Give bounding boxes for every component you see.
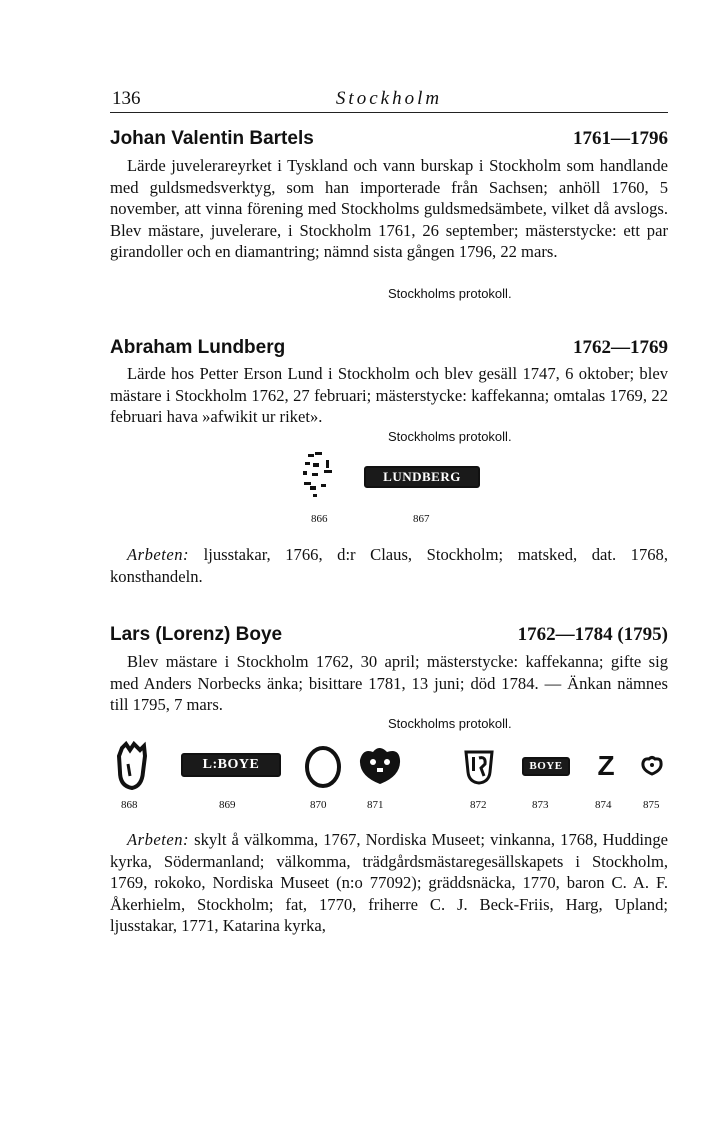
hallmark-875-image — [641, 756, 663, 776]
hallmark-872-image — [462, 748, 496, 786]
source-citation: Stockholms protokoll. — [388, 429, 512, 444]
hallmark-874-letter: Z — [597, 750, 615, 781]
works-label: Arbeten: — [127, 830, 190, 849]
mark-number: 867 — [413, 513, 430, 525]
mark-number: 868 — [121, 799, 138, 811]
entry-years: 1762—1784 (1795) — [517, 624, 668, 645]
mark-number: 875 — [643, 799, 660, 811]
source-citation: Stockholms protokoll. — [388, 286, 512, 301]
entry-name: Lars (Lorenz) Boye — [110, 624, 283, 645]
page-title: Stockholm — [335, 88, 443, 109]
entry-heading-bartels — [110, 128, 668, 154]
works-text: ljusstakar, 1766, d:r Claus, Stockholm; matsked, dat. 1768, konsthandeln. — [110, 545, 668, 586]
hallmark-866-image — [300, 452, 346, 500]
mark-number: 873 — [532, 799, 549, 811]
works-boye — [110, 829, 668, 937]
mark-number: 871 — [367, 799, 384, 811]
hallmark-873-stamp: BOYE — [522, 757, 570, 776]
works-label: Arbeten: — [127, 545, 190, 564]
entry-heading-boye — [110, 624, 668, 650]
entry-text-boye: Blev mästare i Stockholm 1762, 30 april; mästerstycke: kaffekanna; gifte sig med Anders Norbecks änka; bisittare 1781, 13 juni; död 1784. — Änkan nämnes till 1795, 7 mars. — [110, 652, 668, 714]
source-citation: Stockholms protokoll. — [388, 716, 512, 731]
works-text: skylt å välkomma, 1767, Nordiska Museet; vinkanna, 1768, Huddinge kyrka, Södermanland; välkomma, trädgårdsmästaregesällskapets i Stockholm, 1769, rokoko, Nordiska Museet (n:o 77092); gräddsnäcka, 1770, baron C. A. F. Åkerhielm, Stockholm; fat, 1770, friherre C. J. Beck-Friis, Harg, Upland; ljusstakar, 1771, Katarina kyrka, — [110, 830, 669, 935]
entry-name: Abraham Lundberg — [110, 337, 286, 358]
hallmark-871-image — [357, 746, 403, 786]
entry-years: 1762—1769 — [573, 337, 668, 358]
hallmark-867-stamp: LUNDBERG — [364, 466, 480, 488]
entry-heading-lundberg — [110, 337, 668, 363]
mark-number: 874 — [595, 799, 612, 811]
hallmark-870-image — [303, 744, 343, 790]
mark-number: 872 — [470, 799, 487, 811]
entry-text-lundberg: Lärde hos Petter Erson Lund i Stockholm och blev gesäll 1747, 6 oktober; blev mästare i Stockholm 1762, 27 februari; mästerstycke: kaffekanna; omtalas 1769, 22 februari hava »afwikit ur riket». — [110, 364, 668, 426]
mark-number: 866 — [311, 513, 328, 525]
mark-number: 869 — [219, 799, 236, 811]
running-header — [110, 84, 668, 113]
entry-name: Johan Valentin Bartels — [110, 128, 314, 149]
works-lundberg — [110, 544, 668, 587]
entry-text-bartels: Lärde juvelerareyrket i Tyskland och vann burskap i Stockholm som handlande med guldsmedsverktyg, som han importerade från Sachsen; anhöll 1760, 5 november, att vinna förening med Stockholms guldsmedsämbete, vilket då avslogs. Blev mästare, juvelerare, i Stockholm 1761, 26 september; mästerstycke: ett par girandoller och en diamantring; nämnd sista gången 1796, 22 mars. — [110, 156, 668, 261]
hallmark-869-stamp: L:BOYE — [181, 753, 281, 777]
page-number: 136 — [112, 88, 141, 109]
entry-years: 1761—1796 — [573, 128, 668, 149]
mark-number: 870 — [310, 799, 327, 811]
hallmark-868-image — [114, 742, 152, 790]
